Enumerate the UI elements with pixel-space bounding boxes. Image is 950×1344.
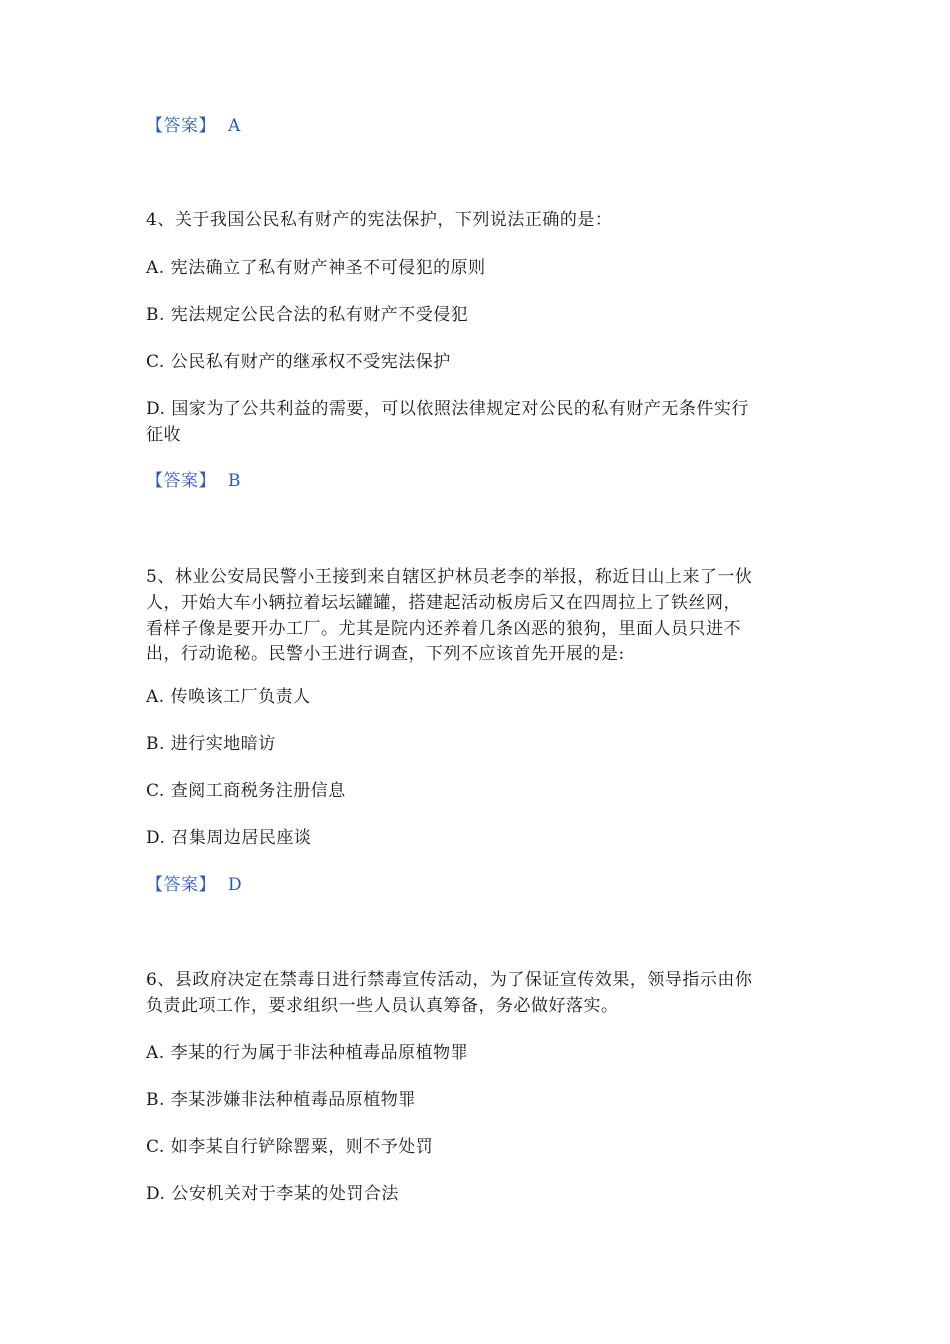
answer-value: D [228, 875, 243, 895]
question-5-stem-line-1: 5、林业公安局民警小王接到来自辖区护林员老李的举报，称近日山上来了一伙 [146, 567, 753, 587]
question-4-option-c: C. 公民私有财产的继承权不受宪法保护 [146, 352, 451, 372]
answer-value: A [228, 116, 241, 136]
question-4-option-b: B. 宪法规定公民合法的私有财产不受侵犯 [146, 305, 469, 325]
answer-value: B [228, 471, 241, 491]
question-5-stem-line-3: 看样子像是要开办工厂。尤其是院内还养着几条凶恶的狼狗，里面人员只进不 [146, 619, 741, 639]
question-6-stem-line-1: 6、县政府决定在禁毒日进行禁毒宣传活动，为了保证宣传效果，领导指示由你 [146, 970, 753, 990]
answer-label: 【答案】 [146, 116, 216, 136]
question-6-option-b: B. 李某涉嫌非法种植毒品原植物罪 [146, 1090, 416, 1110]
question-5-option-b: B. 进行实地暗访 [146, 734, 276, 754]
question-5-stem-line-4: 出，行动诡秘。民警小王进行调查，下列不应该首先开展的是: [146, 644, 625, 664]
question-5-option-a: A. 传唤该工厂负责人 [146, 687, 311, 707]
question-6-option-c: C. 如李某自行铲除罂粟，则不予处罚 [146, 1137, 434, 1157]
question-4-option-d: D. 国家为了公共利益的需要，可以依照法律规定对公民的私有财产无条件实行 [146, 399, 749, 419]
question-5-option-d: D. 召集周边居民座谈 [146, 828, 312, 848]
answer-line [146, 114, 826, 138]
question-5-stem-line-2: 人，开始大车小辆拉着坛坛罐罐，搭建起活动板房后又在四周拉上了铁丝网， [146, 593, 741, 613]
question-4-option-a: A. 宪法确立了私有财产神圣不可侵犯的原则 [146, 258, 486, 278]
question-6-option-d: D. 公安机关对于李某的处罚合法 [146, 1184, 399, 1204]
answer-label: 【答案】 [146, 471, 216, 491]
question-5-option-c: C. 查阅工商税务注册信息 [146, 781, 346, 801]
answer-line [146, 469, 826, 493]
question-6-option-a: A. 李某的行为属于非法种植毒品原植物罪 [146, 1043, 469, 1063]
answer-line [146, 873, 826, 897]
question-4-stem: 4、关于我国公民私有财产的宪法保护，下列说法正确的是： [146, 210, 613, 230]
question-4-option-d-continued: 征收 [146, 425, 181, 445]
answer-label: 【答案】 [146, 875, 216, 895]
question-6-stem-line-2: 负责此项工作，要求组织一些人员认真筹备，务必做好落实。 [146, 996, 619, 1016]
